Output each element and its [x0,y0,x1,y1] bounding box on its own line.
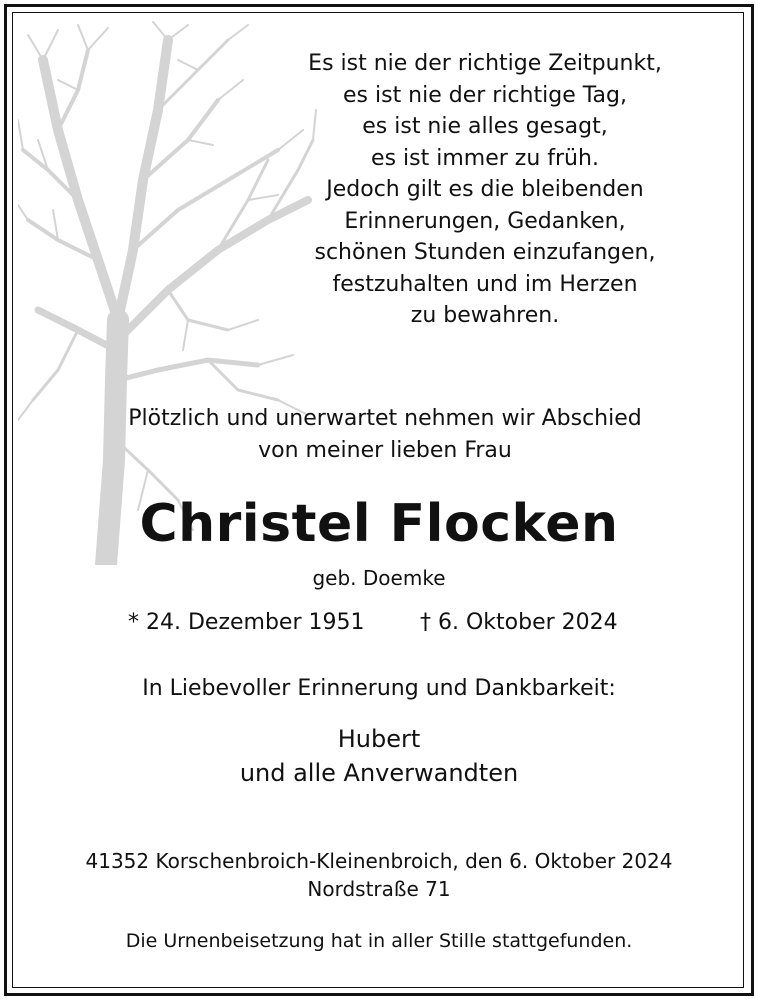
poem-line: Es ist nie der richtige Zeitpunkt, [308,51,662,76]
intro-line: Plötzlich und unerwartet nehmen wir Abschied [128,406,642,431]
poem [290,48,680,332]
mourner-name: und alle Anverwandten [239,759,519,787]
address [0,847,758,903]
poem-line: Erinnerungen, Gedanken, [344,208,626,234]
poem-line: es ist nie der richtige Tag, [343,82,627,108]
birth-date: * 24. Dezember 1951 [128,610,365,635]
poem-line: schönen Stunden einzufangen, [314,240,656,265]
deceased-name: Christel Flocken [139,494,619,554]
mourners [0,722,758,790]
birth-name: geb. Doemke [312,566,446,590]
address-line: Nordstraße 71 [307,877,451,901]
burial-note: Die Urnenbeisetzung hat in aller Stille stattgefunden. [125,930,633,952]
poem-line: es ist immer zu früh. [371,145,599,171]
remembrance-line: In Liebevoller Erinnerung und Dankbarkeit: [142,676,616,701]
poem-line: festzuhalten und im Herzen [332,271,638,297]
farewell-intro [60,403,710,467]
address-line: 41352 Korschenbroich-Kleinenbroich, den 6. Oktober 2024 [85,849,673,873]
death-date: † 6. Oktober 2024 [420,610,618,635]
poem-line: es ist nie alles gesagt, [362,114,608,139]
intro-line: von meiner lieben Frau [258,438,512,463]
poem-line: zu bewahren. [410,303,560,328]
mourner-name: Hubert [337,725,421,753]
bare-tree-icon [18,20,318,565]
poem-line: Jedoch gilt es die bleibenden [326,177,644,202]
life-dates [0,610,758,642]
